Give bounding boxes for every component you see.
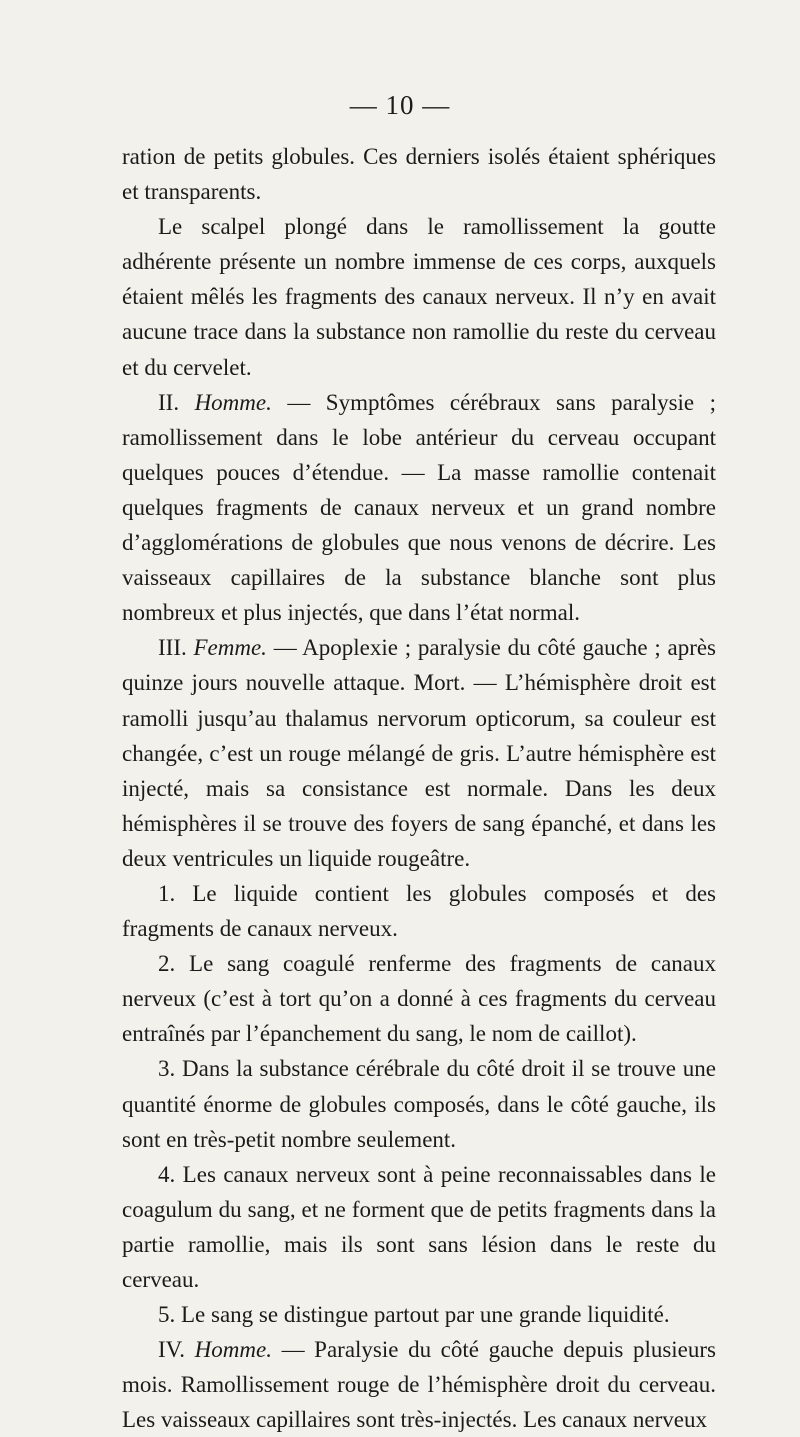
list-item: 2. Le sang coagulé renferme des fragments de canaux nerveux (c’est à tort qu’on a donné à ces fragments du cerveau entraînés par l’épanchement du sang, le nom de caillot).: [122, 951, 716, 1047]
list-item: 1. Le liquide contient les globules composés et des fragments de canaux nerveux.: [122, 880, 716, 942]
list-item: 4. Les canaux nerveux sont à peine reconnaissables dans le coagulum du sang, et ne forment que de petits fragments dans la partie ramollie, mais ils sont sans lésion dans le reste du cerveau.: [122, 1161, 716, 1292]
paragraph-continuation: ration de petits globules. Ces derniers isolés étaient sphériques et transparents.: [122, 144, 716, 205]
case-number: IV.: [158, 1337, 186, 1363]
case-number: III.: [158, 635, 187, 661]
case-iii-paragraph: III. Femme. — Apoplexie ; paralysie du côté gauche ; après quinze jours nouvelle attaque. Mort. — L’hémisphère droit est ramolli jusqu’au thalamus nervorum opticorum, sa couleur est changée, c’est un rouge mélangé de gris. L’autre hémisphère est injecté, mais sa consistance est normale. Dans les deux hémisphères il se trouve des foyers de sang épanché, et dans les deux ventricules un liquide rougeâtre.: [122, 635, 717, 871]
case-subject: Homme.: [194, 1337, 272, 1363]
page-number: — 10 —: [349, 90, 451, 120]
case-ii-paragraph: II. Homme. — Symptômes cérébraux sans paralysie ; ramollissement dans le lobe antérieur du cerveau occupant quelques pouces d’étendue. — La masse ramollie contenait quelques fragments de canaux nerveux et un grand nombre d’agglomérations de globules que nous venons de décrire. Les vaisseaux capillaires de la substance blanche sont plus nombreux et plus injectés, que dans l’état normal.: [122, 389, 717, 626]
body-text: [122, 139, 716, 1437]
paragraph-scalpel: Le scalpel plongé dans le ramollissement la goutte adhérente présente un nombre immense de ces corps, auxquels étaient mêlés les fragments des canaux nerveux. Il n’y en avait aucune trace dans la substance non ramollie du reste du cerveau et du cervelet.: [122, 214, 716, 380]
list-item: 3. Dans la substance cérébrale du côté droit il se trouve une quantité énorme de globules composés, dans le côté gauche, ils sont en très-petit nombre seulement.: [122, 1056, 716, 1152]
case-subject: Femme.: [193, 635, 267, 661]
case-iv-paragraph: IV. Homme. — Paralysie du côté gauche depuis plusieurs mois. Ramollissement rouge de l’hémisphère droit du cerveau. Les vaisseaux capillaires sont très-injectés. Les canaux nerveux: [122, 1337, 717, 1433]
case-number: II.: [158, 389, 180, 415]
list-item: 5. Le sang se distingue partout par une grande liquidité.: [158, 1302, 670, 1328]
case-subject: Homme.: [194, 389, 272, 415]
